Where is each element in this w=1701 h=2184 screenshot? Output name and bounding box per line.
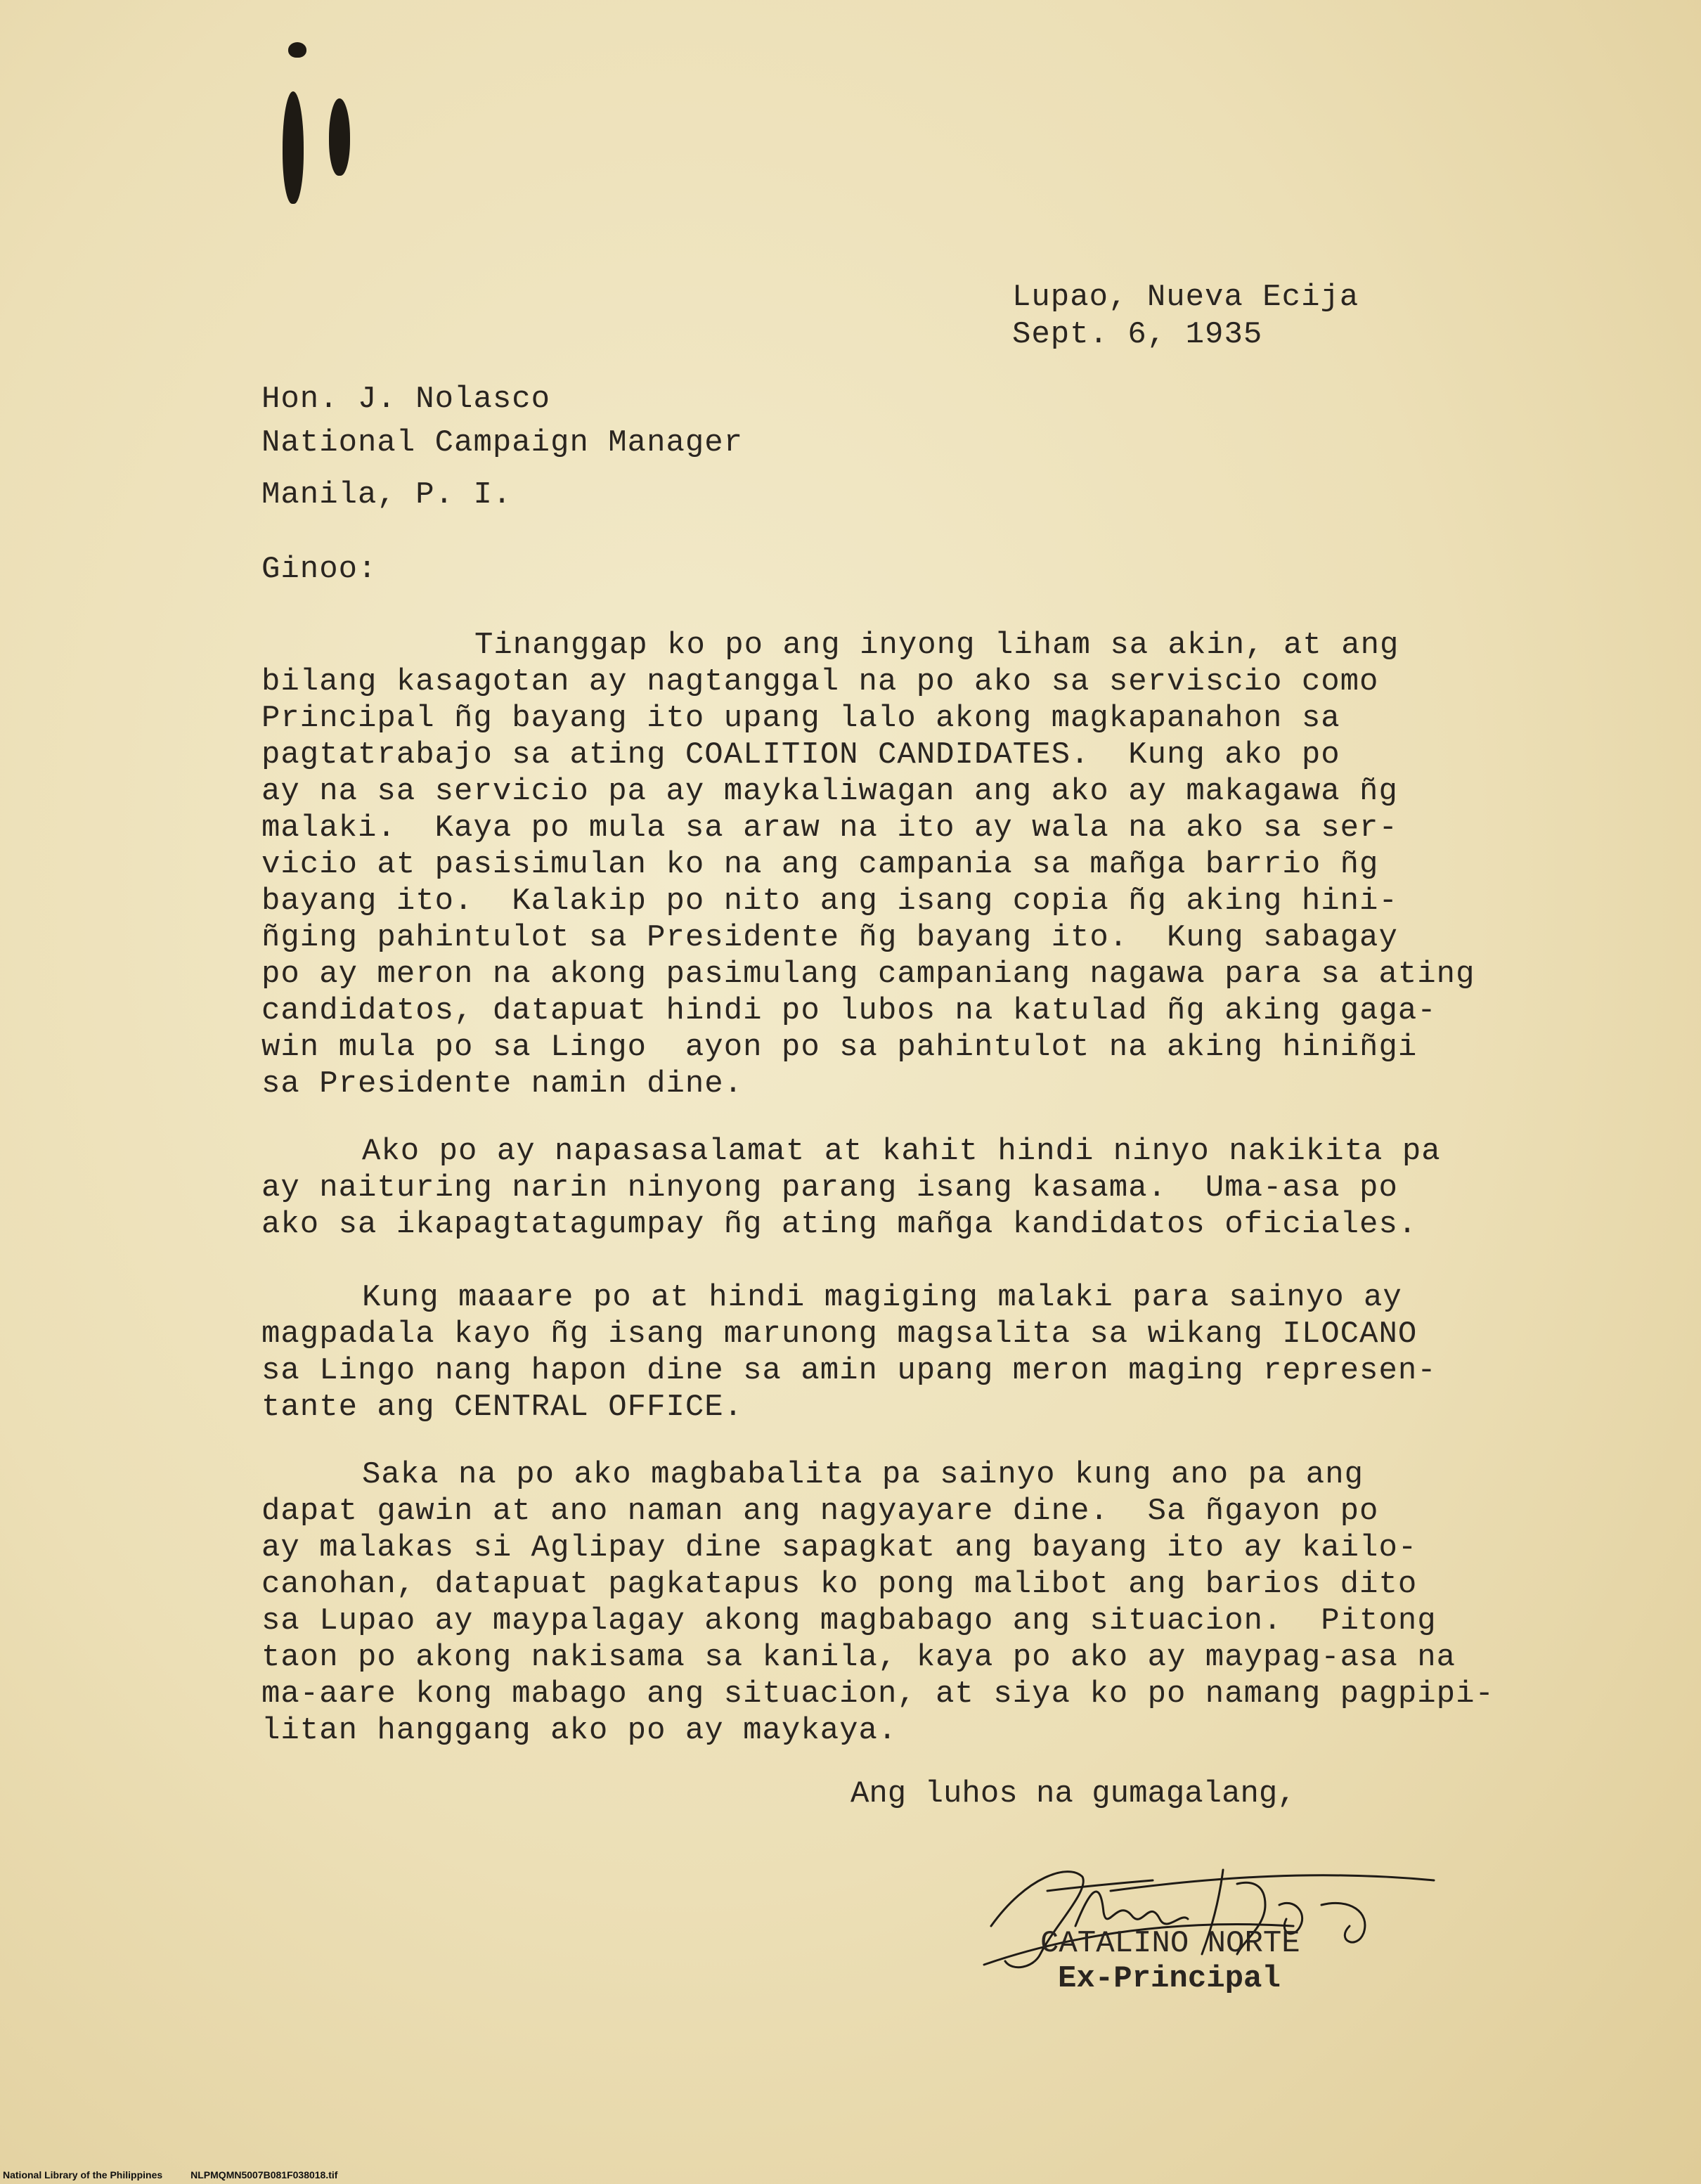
body-line: po ay meron na akong pasimulang campaniang nagawa para sa ating [261, 957, 1475, 992]
body-line: ay malakas si Aglipay dine sapagkat ang bayang ito ay kailo- [261, 1530, 1418, 1565]
body-line: sa Lingo nang hapon dine sa amin upang meron maging represen- [261, 1353, 1437, 1388]
body-line: ma-aare kong mabago ang situacion, at siya ko po namang pagpipi- [261, 1676, 1494, 1712]
body-line: tante ang CENTRAL OFFICE. [261, 1390, 744, 1425]
signer-title: Ex-Principal [1058, 1961, 1281, 1996]
body-line: candidatos, datapuat hindi po lubos na katulad ñg aking gaga- [261, 993, 1437, 1028]
body-line: malaki. Kaya po mula sa araw na ito ay wala na ako sa ser- [261, 810, 1398, 846]
recipient-city: Manila, P. I. [261, 477, 512, 512]
body-line: ako sa ikapagtatagumpay ñg ating mañga kandidatos oficiales. [261, 1207, 1418, 1242]
letter-date: Sept. 6, 1935 [1012, 317, 1263, 352]
body-line: Principal ñg bayang ito upang lalo akong magkapanahon sa [261, 701, 1340, 736]
signature-block [970, 1849, 1476, 2003]
body-line: magpadala kayo ñg isang marunong magsalita sa wikang ILOCANO [261, 1317, 1418, 1352]
salutation: Ginoo: [261, 552, 377, 587]
library-credit: National Library of the Philippines [3, 2169, 163, 2180]
body-line: taon po akong nakisama sa kanila, kaya po ako ay maypag-asa na [261, 1640, 1456, 1675]
closing: Ang luhos na gumagalang, [850, 1776, 1296, 1811]
body-line: Kung maaare po at hindi magiging malaki para sainyo ay [362, 1280, 1402, 1315]
body-line: sa Lupao ay maypalagay akong magbabago ang situacion. Pitong [261, 1603, 1437, 1639]
file-id: NLPMQMN5007B081F038018.tif [190, 2169, 338, 2180]
body-line: litan hanggang ako po ay maykaya. [261, 1713, 898, 1748]
body-line: ay na sa servicio pa ay maykaliwagan ang ako ay makagawa ñg [261, 774, 1398, 809]
body-line: ay naituring narin ninyong parang isang kasama. Uma-asa po [261, 1170, 1398, 1206]
body-line: Ako po ay napasasalamat at kahit hindi ninyo nakikita pa [362, 1134, 1441, 1169]
body-line: win mula po sa Lingo ayon po sa pahintulot na aking hiniñgi [261, 1030, 1418, 1065]
body-line: Tinanggap ko po ang inyong liham sa akin, at ang [474, 628, 1399, 663]
body-line: bilang kasagotan ay nagtanggal na po ako sa serviscio como [261, 664, 1379, 699]
recipient-name: Hon. J. Nolasco [261, 382, 551, 417]
recipient-title: National Campaign Manager [261, 425, 744, 460]
body-line: bayang ito. Kalakip po nito ang isang copia ñg aking hini- [261, 884, 1398, 919]
body-line: pagtatrabajo sa ating COALITION CANDIDATES. Kung ako po [261, 737, 1340, 773]
letter-place: Lupao, Nueva Ecija [1012, 280, 1359, 315]
body-line: vicio at pasisimulan ko na ang campania sa mañga barrio ñg [261, 847, 1379, 882]
body-line: canohan, datapuat pagkatapus ko pong malibot ang barios dito [261, 1567, 1418, 1602]
body-line: ñging pahintulot sa Presidente ñg bayang ito. Kung sabagay [261, 920, 1398, 955]
signer-name: CATALINO NORTE [1040, 1926, 1300, 1961]
body-line: Saka na po ako magbabalita pa sainyo kung ano pa ang [362, 1457, 1364, 1492]
body-line: sa Presidente namin dine. [261, 1066, 744, 1101]
body-line: dapat gawin at ano naman ang nagyayare dine. Sa ñgayon po [261, 1494, 1379, 1529]
scan-footer [3, 2169, 366, 2180]
